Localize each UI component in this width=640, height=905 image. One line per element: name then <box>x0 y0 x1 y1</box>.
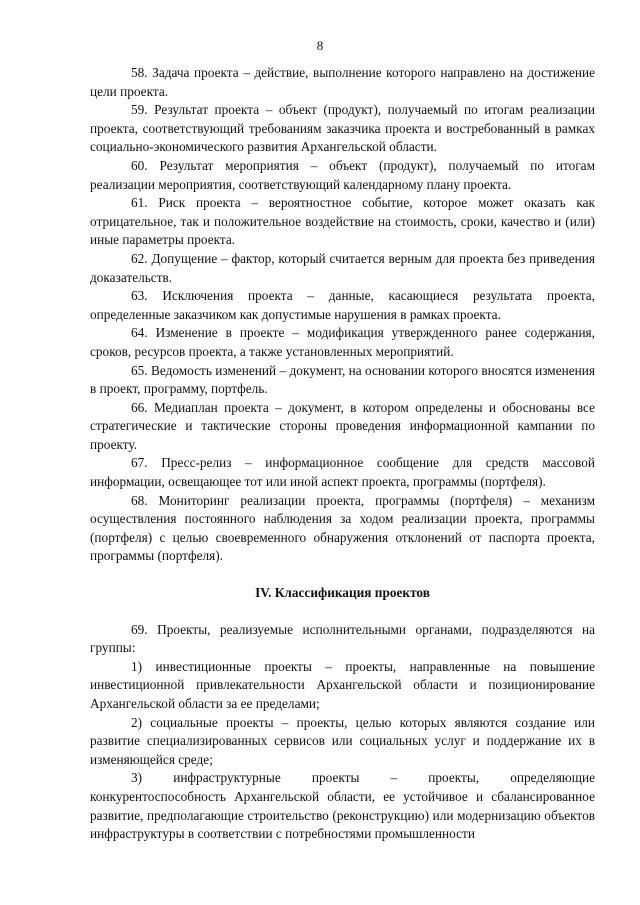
paragraph-59: 59. Результат проекта – объект (продукт), получаемый по итогам реализации проекта, соответствующий требованиям заказчика проекта и востребованный в рамках социально-экономического развития Архангельской области. <box>90 102 595 155</box>
paragraph-69: 69. Проекты, реализуемые исполнительными органами, подразделяются на группы: <box>90 621 595 656</box>
list-item-3: 3) инфраструктурные проекты – проекты, определяющие конкурентоспособность Архангельской области, ее устойчивое и сбалансированное развитие, предполагающие строительство (реконструкцию) или модернизацию объектов инфраструктуры в соответствии с потребностями промышленности <box>90 770 595 842</box>
page-number: 8 <box>316 38 324 53</box>
paragraph-64: 64. Изменение в проекте – модификация утвержденного ранее содержания, сроков, ресурсов проекта, а также установленных мероприятий. <box>90 325 595 359</box>
paragraph-68: 68. Мониторинг реализации проекта, программы (портфеля) – механизм осуществления постоянного наблюдения за ходом реализации проекта, программы (портфеля) с целью своевременного обнаружения отклонений от паспорта проекта, программы (портфеля). <box>90 492 595 564</box>
list-item-1: 1) инвестиционные проекты – проекты, направленные на повышение инвестиционной привлекательности Архангельской области и позиционирование Архангельской области за ее пределами; <box>90 658 595 711</box>
paragraph-67: 67. Пресс-релиз – информационное сообщение для средств массовой информации, освещающее тот или иной аспект проекта, программы (портфеля). <box>90 455 595 490</box>
paragraph-60: 60. Результат мероприятия – объект (продукт), получаемый по итогам реализации мероприятия, соответствующий календарному плану проекта. <box>90 157 595 192</box>
paragraph-58: 58. Задача проекта – действие, выполнение которого направлено на достижение цели проекта. <box>90 65 595 99</box>
list-item-2: 2) социальные проекты – проекты, целью которых являются создание или развитие специализированных сервисов или социальных услуг и поддержание их в изменяющейся среде; <box>90 714 595 767</box>
paragraph-62: 62. Допущение – фактор, который считается верным для проекта без приведения доказательств. <box>90 250 595 285</box>
paragraph-65: 65. Ведомость изменений – документ, на основании которого вносятся изменения в проект, программу, портфель. <box>90 362 595 397</box>
paragraph-66: 66. Медиаплан проекта – документ, в котором определены и обоснованы все стратегические и тактические стороны проведения информационной кампании по проекту. <box>90 399 595 452</box>
paragraph-61: 61. Риск проекта – вероятностное событие, которое может оказать как отрицательное, так и положительное воздействие на стоимость, сроки, качество и (или) иные параметры проекта. <box>90 195 595 248</box>
document-body <box>90 64 595 844</box>
paragraph-63: 63. Исключения проекта – данные, касающиеся результата проекта, определенные заказчиком как допустимые нарушения в рамках проекта. <box>90 288 595 322</box>
section-heading: IV. Классификация проектов <box>255 585 430 601</box>
